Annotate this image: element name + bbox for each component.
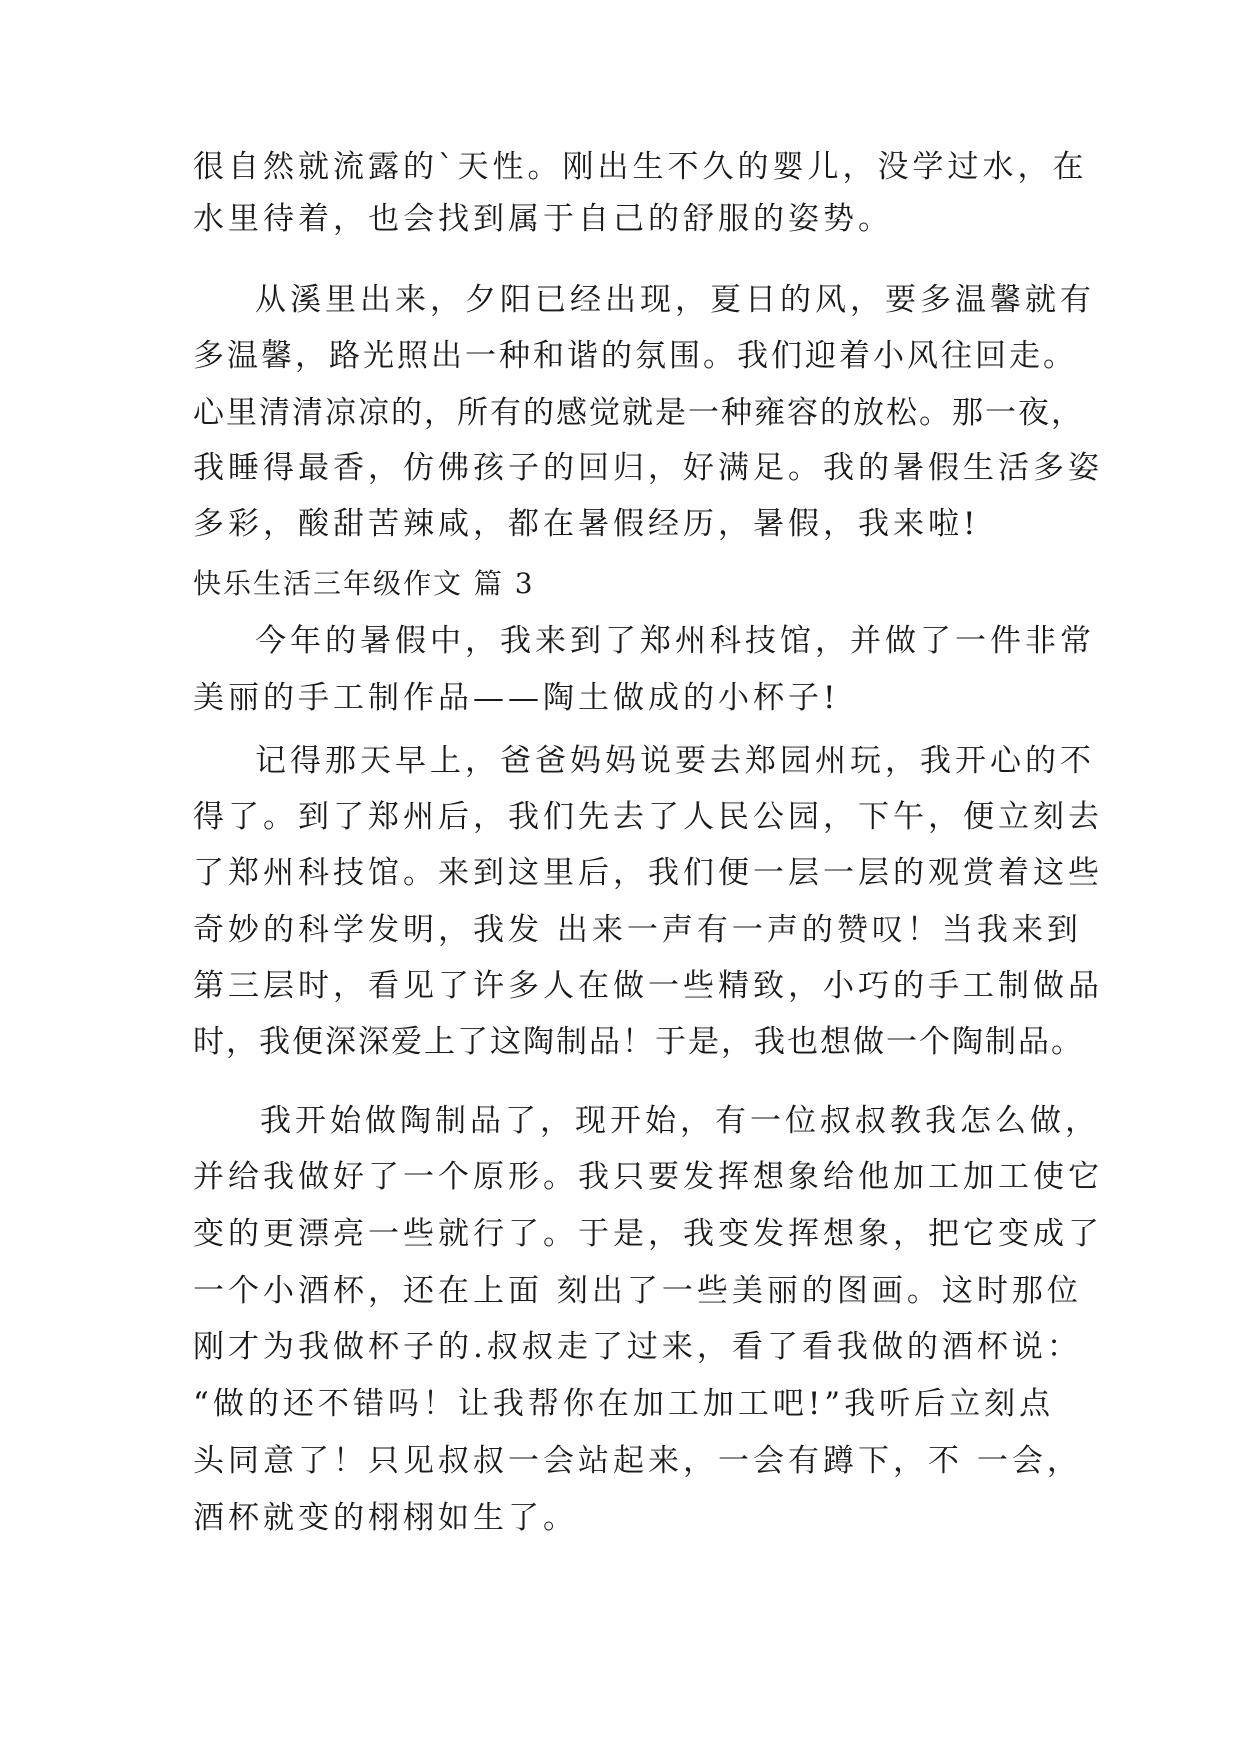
text-line: 变的更漂亮一些就行了。于是，我变发挥想象，把它变成了 xyxy=(193,1216,1103,1252)
text-line: 我睡得最香，仿佛孩子的回归，好满足。我的暑假生活多姿 xyxy=(193,450,1103,486)
text-line: 美丽的手工制作品——陶土做成的小杯子! xyxy=(193,680,840,716)
text-line: 一个小酒杯，还在上面 刻出了一些美丽的图画。这时那位 xyxy=(193,1273,1082,1309)
text-line: 水里待着，也会找到属于自己的舒服的姿势。 xyxy=(193,201,893,237)
text-line: 了郑州科技馆。来到这里后，我们便一层一层的观赏着这些 xyxy=(193,855,1103,891)
text-line: 头同意了！只见叔叔一会站起来，一会有蹲下，不 一会， xyxy=(193,1443,1082,1479)
text-line: 刚才为我做杯子的.叔叔走了过来，看了看我做的酒杯说： xyxy=(193,1329,1082,1365)
text-line: 第三层时，看见了许多人在做一些精致，小巧的手工制做品 xyxy=(193,968,1103,1004)
paragraph-start-line: 从溪里出来，夕阳已经出现，夏日的风，要多温馨就有 xyxy=(255,282,1095,318)
text-line: 并给我做好了一个原形。我只要发挥想象给他加工加工使它 xyxy=(193,1159,1103,1195)
text-line: 很自然就流露的`天性。刚出生不久的婴儿，没学过水，在 xyxy=(193,149,1088,185)
section-heading: 快乐生活三年级作文 篇 3 xyxy=(193,567,535,600)
text-line: “做的还不错吗！让我帮你在加工加工吧!”我听后立刻点 xyxy=(193,1386,1055,1422)
text-line: 时，我便深深爱上了这陶制品！于是，我也想做一个陶制品。 xyxy=(193,1024,1084,1060)
paragraph-start-line: 记得那天早上，爸爸妈妈说要去郑园州玩，我开心的不 xyxy=(255,743,1095,779)
paragraph-start-line: 今年的暑假中，我来到了郑州科技馆，并做了一件非常 xyxy=(255,623,1095,659)
text-line: 得了。到了郑州后，我们先去了人民公园，下午，便立刻去 xyxy=(193,799,1103,835)
text-line: 心里清清凉凉的，所有的感觉就是一种雍容的放松。那一夜， xyxy=(193,395,1084,431)
text-line: 酒杯就变的栩栩如生了。 xyxy=(193,1500,578,1536)
text-line: 多温馨，路光照出一种和谐的氛围。我们迎着小风往回走。 xyxy=(193,338,1077,374)
text-line: 奇妙的科学发明，我发 出来一声有一声的赞叹！当我来到 xyxy=(193,912,1082,948)
paragraph-start-line: 我开始做陶制品了，现开始，有一位叔叔教我怎么做， xyxy=(260,1103,1100,1139)
text-line: 多彩，酸甜苦辣咸，都在暑假经历，暑假，我来啦! xyxy=(193,506,980,542)
